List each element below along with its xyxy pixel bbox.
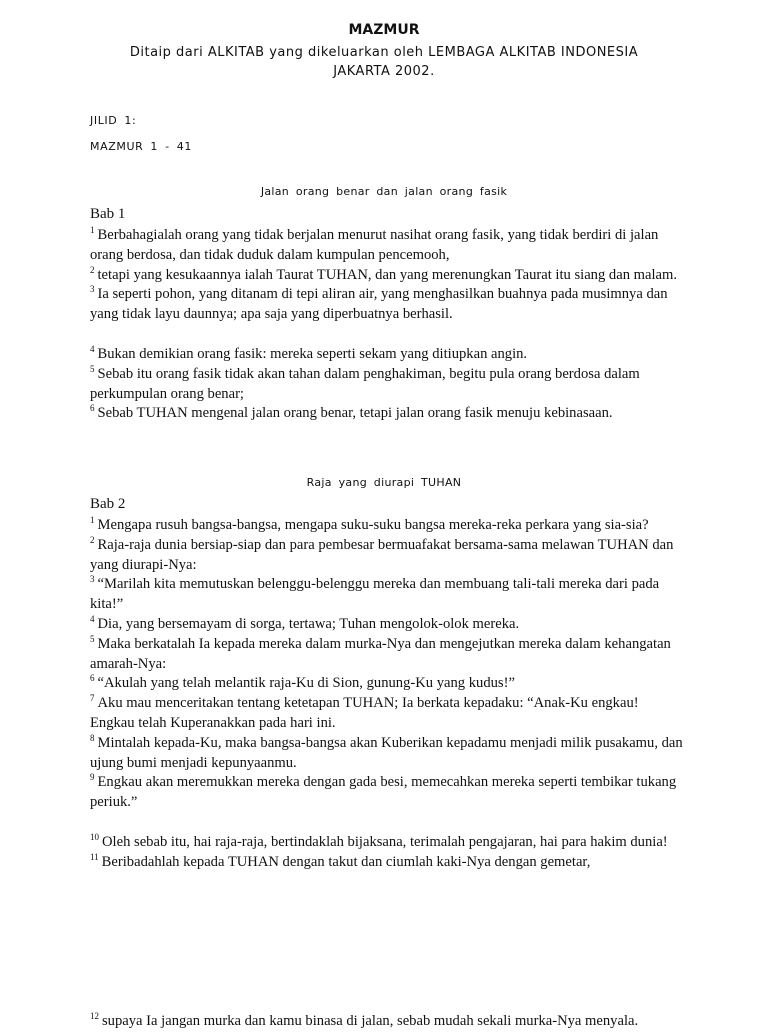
verse-text: Berbahagialah orang yang tidak berjalan menurut nasihat orang fasik, yang tidak berdiri di jalan orang berdosa, dan tidak duduk dalam kumpulan pencemooh, [90, 227, 659, 263]
verse-text: “Marilah kita memutuskan belenggu-belenggu mereka dan membuang tali-tali mereka dari pada kita!” [90, 576, 660, 613]
psalm-range-label: MAZMUR 1 - 41 [90, 140, 192, 153]
verse-number: 1 [90, 225, 95, 235]
verse-group [90, 226, 685, 325]
verse-number: 5 [90, 633, 95, 644]
verse-number: 2 [90, 534, 95, 545]
verse [90, 516, 685, 536]
verse-number: 8 [90, 732, 95, 743]
verse [90, 833, 685, 853]
chapter-1-verses [90, 226, 685, 424]
verse [90, 1012, 680, 1032]
verse-text: Raja-raja dunia bersiap-siap dan para pembesar bermuafakat bersama-sama melawan TUHAN dan yang diurapi-Nya: [90, 536, 674, 573]
verse-text: Beribadahlah kepada TUHAN dengan takut dan ciumlah kaki-Nya dengan gemetar, [101, 853, 591, 870]
verse [90, 404, 685, 424]
verse-number: 6 [90, 673, 95, 684]
verse [90, 734, 685, 774]
verse-text: “Akulah yang telah melantik raja-Ku di Sion, gunung-Ku yang kudus!” [97, 675, 515, 692]
verse-text: Sebab TUHAN mengenal jalan orang benar, tetapi jalan orang fasik menuju kebinasaan. [97, 405, 613, 422]
document-title: MAZMUR [348, 22, 420, 38]
verse-number: 12 [90, 1012, 99, 1021]
verse-number: 3 [90, 284, 95, 295]
chapter-2-label: Bab 2 [90, 496, 126, 512]
verse-text: Ia seperti pohon, yang ditanam di tepi aliran air, yang menghasilkan buahnya pada musimnya dan yang tidak layu daunnya; apa saja yang diperbuatnya berhasil. [90, 286, 668, 323]
subtitle-line-2: JAKARTA 2002. [333, 64, 435, 79]
chapter-2-verses [90, 516, 685, 873]
verse-text: Dia, yang bersemayam di sorga, tertawa; Tuhan mengolok-olok mereka. [97, 615, 520, 632]
verse-number: 2 [90, 264, 95, 275]
verse [90, 773, 685, 813]
verse [90, 694, 685, 734]
chapter-1-label: Bab 1 [90, 206, 126, 222]
verse [90, 635, 685, 675]
verse [90, 345, 685, 365]
verse-text: Oleh sebab itu, hai raja-raja, bertindaklah bijaksana, terimalah pengajaran, hai para hakim dunia! [102, 833, 668, 850]
verse [90, 615, 685, 635]
verse-number: 6 [90, 403, 95, 414]
verse-text: Bukan demikian orang fasik: mereka seperti sekam yang ditiupkan angin. [97, 345, 528, 362]
verse [90, 674, 685, 694]
verse [90, 266, 685, 286]
verse-text: tetapi yang kesukaannya ialah Taurat TUHAN, dan yang merenungkan Taurat itu siang dan malam. [97, 266, 678, 283]
verse-text: Engkau akan meremukkan mereka dengan gada besi, memecahkan mereka seperti tembikar tukang periuk.” [90, 774, 677, 811]
verse-text: Mengapa rusuh bangsa-bangsa, mengapa suku-suku bangsa mereka-reka perkara yang sia-sia? [97, 517, 649, 533]
verse-group [90, 833, 685, 873]
verse-number: 4 [90, 343, 95, 354]
verse-cut-off [90, 1012, 680, 1032]
verse-number: 7 [90, 693, 95, 704]
verse-number: 5 [90, 363, 95, 374]
verse-group [90, 516, 685, 813]
verse-number: 1 [90, 515, 95, 525]
verse [90, 285, 685, 325]
document-subtitle [0, 43, 768, 81]
chapter-2-heading: Raja yang diurapi TUHAN [306, 476, 462, 489]
verse-text: Aku mau menceritakan tentang ketetapan TUHAN; Ia berkata kepadaku: “Anak-Ku engkau! Engkau telah Kuperanakkan pada hari ini. [90, 695, 639, 731]
verse [90, 226, 685, 266]
verse-group [90, 345, 685, 424]
verse-text: Mintalah kepada-Ku, maka bangsa-bangsa akan Kuberikan kepadamu menjadi milik pusakamu, dan ujung bumi menjadi kepunyaanmu. [90, 734, 683, 771]
verse-text: supaya Ia jangan murka dan kamu binasa di jalan, sebab mudah sekali murka-Nya menyala. [102, 1013, 639, 1029]
verse [90, 853, 685, 873]
verse-text: Sebab itu orang fasik tidak akan tahan dalam penghakiman, begitu pula orang berdosa dalam perkumpulan orang benar; [90, 365, 640, 402]
verse-number: 3 [90, 574, 95, 585]
verse [90, 365, 685, 405]
subtitle-line-1: Ditaip dari ALKITAB yang dikeluarkan oleh LEMBAGA ALKITAB INDONESIA [129, 45, 639, 60]
verse [90, 536, 685, 576]
verse-number: 9 [90, 772, 95, 783]
verse-text: Maka berkatalah Ia kepada mereka dalam murka-Nya dan mengejutkan mereka dalam kehangatan amarah-Nya: [90, 635, 671, 672]
verse-number: 4 [90, 613, 95, 624]
verse-number: 10 [90, 831, 99, 842]
volume-label: JILID 1: [90, 114, 137, 127]
verse [90, 575, 685, 615]
chapter-1-heading: Jalan orang benar dan jalan orang fasik [260, 185, 508, 198]
verse-number: 11 [90, 851, 99, 862]
